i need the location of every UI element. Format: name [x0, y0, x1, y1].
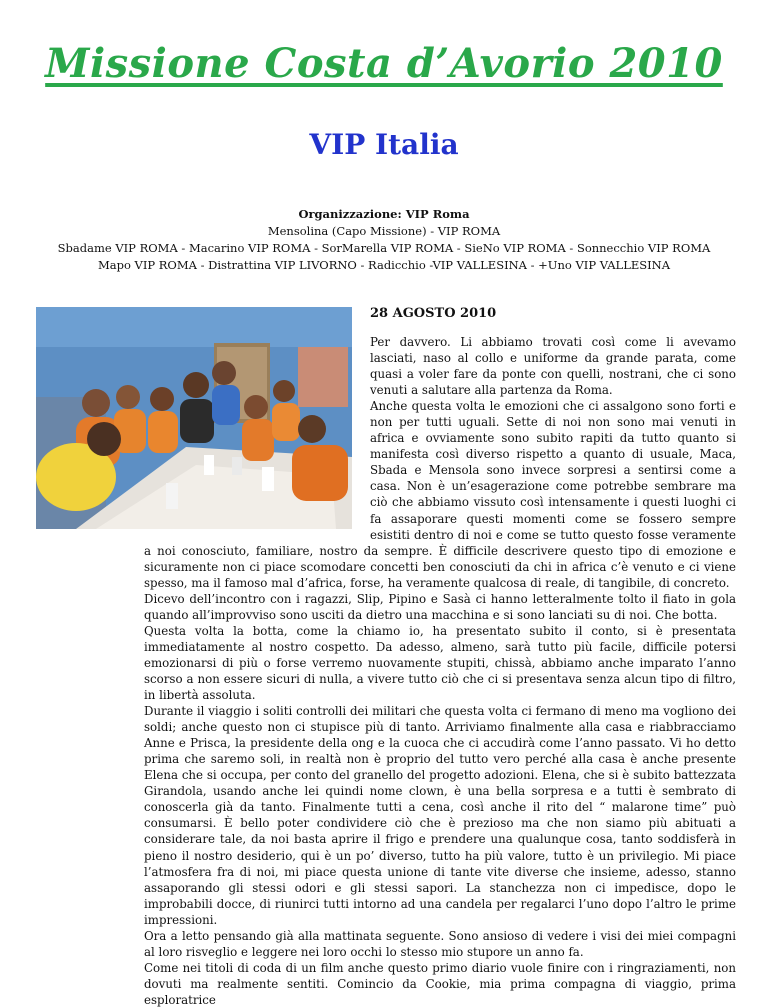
organization-heading: Organizzazione: VIP Roma: [298, 207, 470, 221]
diary-body: [144, 334, 736, 1008]
photo-wrap-spacer: [144, 334, 370, 528]
diary-paragraph: Come nei titoli di coda di un film anche questo primo diario vuole finire con i ringraziamenti, non dovuti ma realmente sentiti. Comincio da Cookie, mia prima compagna di viaggio, prima esploratrice: [144, 960, 736, 1007]
diary-date: 28 AGOSTO 2010: [370, 306, 497, 321]
organization-line: Sbadame VIP ROMA - Macarino VIP ROMA - SorMarella VIP ROMA - SieNo VIP ROMA - Sonnecchio VIP ROMA: [57, 241, 711, 255]
organization-line: Mapo VIP ROMA - Distrattina VIP LIVORNO - Radicchio -VIP VALLESINA - +Uno VIP VALLESINA: [97, 258, 671, 272]
diary-paragraph: Anche questa volta le emozioni che ci assalgono sono forti e non per tutti uguali. Sette di noi non sono mai venuti in africa e ovviamente sono subito rapiti da tutto quanto si manifesta così diverso rispetto a quanto di usuale, Maca, Sbada e Mensola sono invece sorpresi a sentirsi come a casa. Non è un’esagerazione come potrebbe sembrare ma ciò che abbiamo vissuto così intensamente i questi luoghi ci fa assaporare questi momenti come se fossero sempre esistiti dentro di noi e come se tutto questo fosse veramente a noi conosciuto, familiare, nostro da sempre. È difficile descrivere questo tipo di emozione e sicuramente non ci piace scomodare concetti ben conosciuti da chi in africa c’è venuto e ci viene spesso, ma il famoso mal d’africa, forse, ha veramente qualcosa di reale, di tangibile, di concreto.: [144, 399, 736, 590]
diary-paragraph: Dicevo dell’incontro con i ragazzi, Slip, Pipino e Sasà ci hanno letteralmente tolto il fiato in gola quando all’improvviso sono usciti da dietro una macchina e si sono lanciati su di noi. Che botta.: [144, 591, 736, 622]
document-subtitle: VIP Italia: [309, 128, 459, 161]
diary-paragraph: Questa volta la botta, come la chiamo io, ha presentato subito il conto, si è presentata immediatamente al nostro cospetto. Da adesso, almeno, sarà tutto più facile, difficile potersi emozionarsi di più o forse verremo nuovamente stupiti, chissà, abbiamo anche imparato l’anno scorso a non essere sicuri di nulla, a vivere tutto ciò che ci si presentava senza alcun tipo di filtro, in libertà assoluta.: [144, 623, 736, 703]
diary-paragraph: Ora a letto pensando già alla mattinata seguente. Sono ansioso di vedere i visi dei miei compagni al loro risveglio e leggere nei loro occhi lo stesso mio stupore un anno fa.: [144, 928, 736, 959]
organization-line: Mensolina (Capo Missione) - VIP ROMA: [267, 224, 501, 238]
diary-paragraph: Durante il viaggio i soliti controlli dei militari che questa volta ci fermano di meno ma vogliono dei soldi; anche questo non ci stupisce più di tanto. Arriviamo finalmente alla casa e riabbracciamo Anne e Prisca, la presidente della ong e la cuoca che ci accudirà come l’anno passato. Vi ho detto prima che saremo soli, in realtà non è proprio del tutto vero perché alla casa è anche presente Elena che si occupa, per conto del granello del progetto adozioni. Elena, che si è subito battezzata Girandola, usando anche lei quindi nome clown, è una bella sorpresa e a tutti è sembrato di conoscerla già da tanto. Finalmente tutti a cena, così anche il rito del “ malarone time” può consumarsi. È bello poter condividere ciò che è prezioso ma che non siamo più abituati a considerare tale, da noi basta aprire il frigo e prendere una qualunque cosa, tanto soddisferà in pieno il nostro desiderio, qui è un po’ diverso, tutto ha più valore, tutto è un privilegio. Mi piace l’atmosfera fra di noi, mi piace questa unione di tante vite diverse che insieme, adesso, stanno assaporando gli stessi odori e gli stessi sapori. La stanchezza non ci impedisce, dopo le improbabili docce, di riunirci tutti intorno ad una candela per regalarci l’uno dopo l’altro le prime impressioni.: [144, 704, 736, 927]
organization-block: [0, 206, 768, 274]
document-title: Missione Costa d’Avorio 2010: [45, 40, 723, 87]
diary-paragraph: Per davvero. Li abbiamo trovati così come li avevamo lasciati, naso al collo e uniforme da grande parata, come quasi a voler fare da ponte con quelli, nostrani, che ci sono venuti a salutare alla partenza da Roma.: [370, 335, 736, 398]
